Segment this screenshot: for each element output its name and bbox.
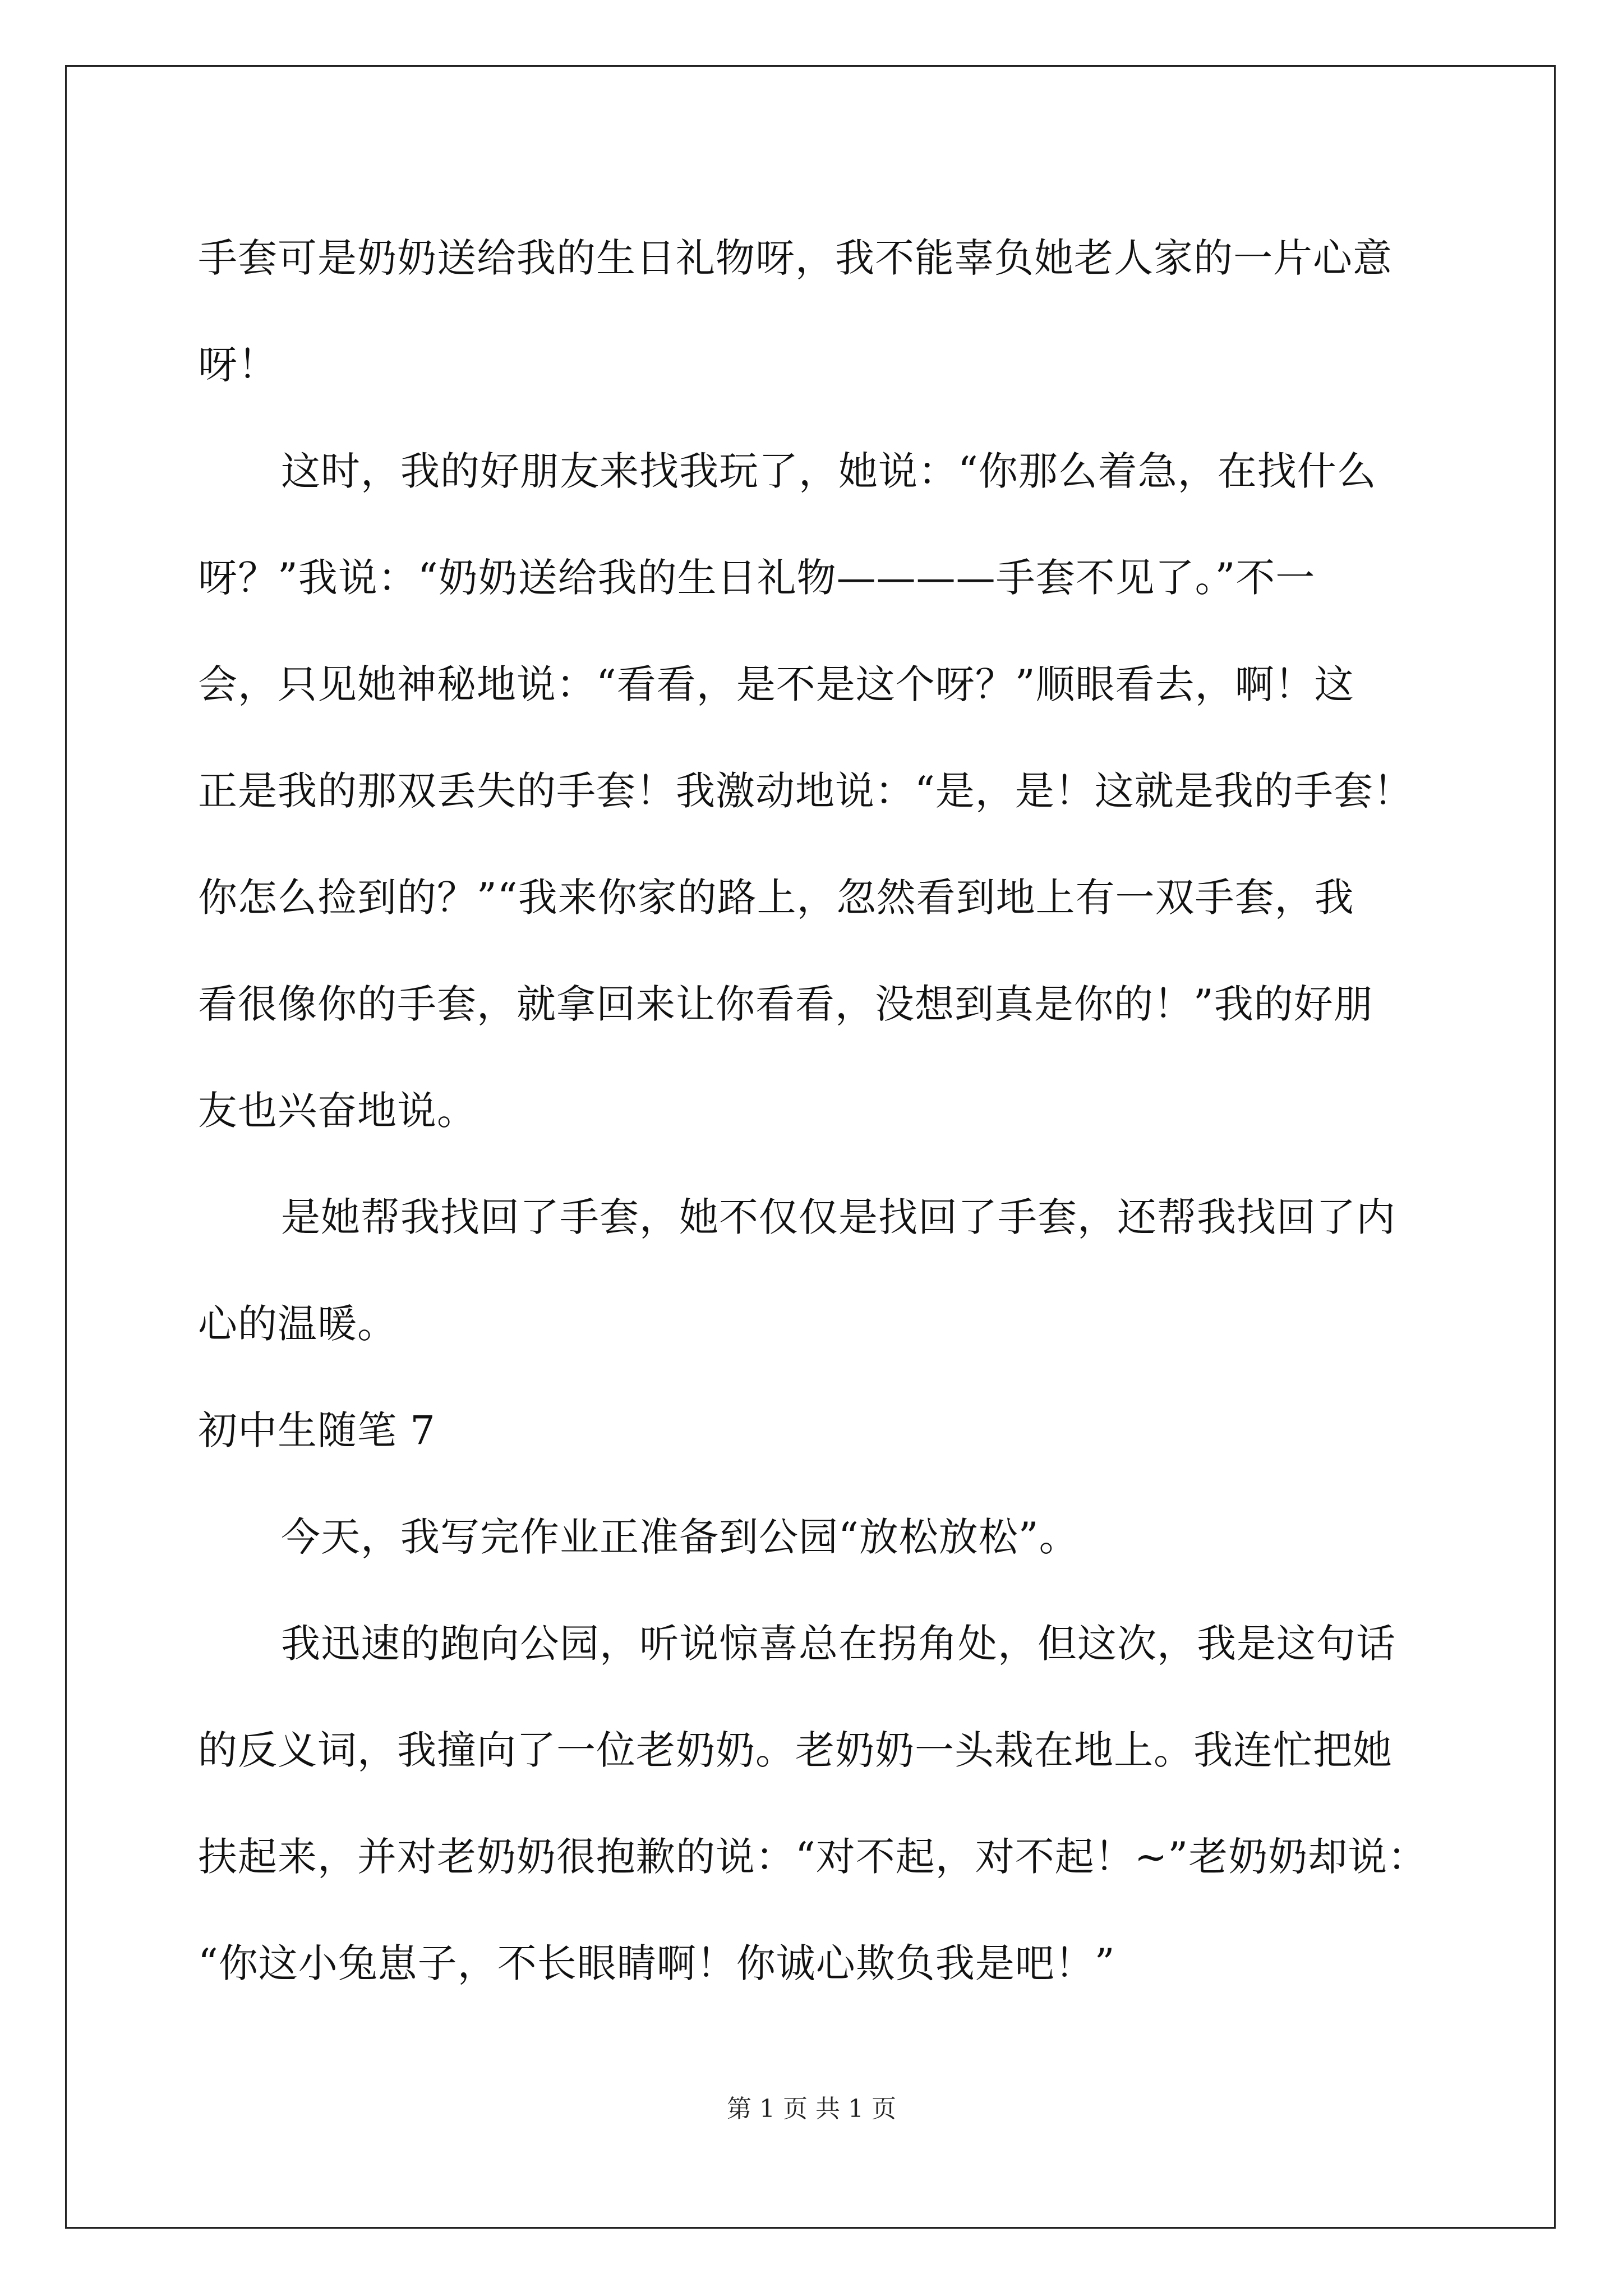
text-line: 呀！ (198, 342, 278, 388)
paragraph-start: 我迅速的跑向公园，听说惊喜总在拐角处，但这次，我是这句话 (281, 1621, 1396, 1667)
paragraph-start: 这时，我的好朋友来找我玩了，她说：“你那么着急，在找什么 (281, 448, 1377, 494)
text-line: 友也兴奋地说。 (198, 1088, 477, 1134)
text-line: 手套可是奶奶送给我的生日礼物呀，我不能辜负她老人家的一片心意 (198, 235, 1393, 281)
paragraph-start: 是她帮我找回了手套，她不仅仅是找回了手套，还帮我找回了内 (281, 1194, 1396, 1240)
text-line: 看很像你的手套，就拿回来让你看看，没想到真是你的！”我的好朋 (198, 981, 1373, 1027)
text-line: 正是我的那双丢失的手套！我激动地说：“是，是！这就是我的手套！ (198, 768, 1413, 814)
page-number-footer: 第 1 页 共 1 页 (727, 2095, 896, 2123)
text-line: 会，只见她神秘地说：“看看，是不是这个呀？”顺眼看去，啊！这 (198, 661, 1354, 707)
section-heading: 初中生随笔 7 (198, 1407, 436, 1453)
paragraph-start: 今天，我写完作业正准备到公园“放松放松”。 (281, 1514, 1079, 1560)
text-line: 扶起来，并对老奶奶很抱歉的说：“对不起，对不起！~”老奶奶却说： (198, 1834, 1428, 1880)
document-body (198, 205, 1432, 2017)
text-line: “你这小兔崽子，不长眼睛啊！你诚心欺负我是吧！” (198, 1940, 1115, 1986)
text-line: 你怎么捡到的？”“我来你家的路上，忽然看到地上有一双手套，我 (198, 875, 1354, 921)
text-line: 呀？”我说：“奶奶送给我的生日礼物————手套不见了。”不一 (198, 555, 1316, 601)
text-line: 心的温暖。 (198, 1301, 397, 1347)
text-line: 的反义词，我撞向了一位老奶奶。老奶奶一头栽在地上。我连忙把她 (198, 1727, 1393, 1773)
